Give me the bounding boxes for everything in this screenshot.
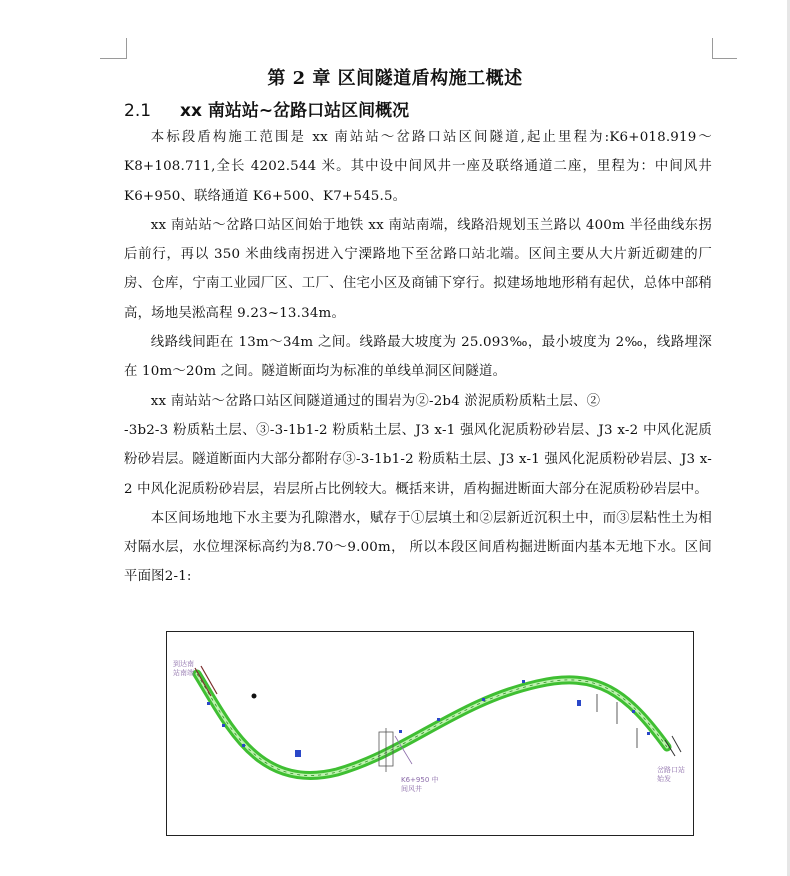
tunnel-line-outer: [197, 674, 667, 776]
chapter-title: 第 2 章 区间隧道盾构施工概述: [267, 68, 523, 89]
section-number: 2.1: [124, 101, 152, 121]
section-title: xx 南站站~岔路口站区间概况: [180, 101, 410, 121]
survey-point: [252, 694, 257, 699]
crop-mark-top-left: [100, 38, 127, 59]
paragraph-continuation: -3b2-3 粉质粘土层、③-3-1b1-2 粉质粘土层、J3 x-1 强风化泥质粉砂岩层、J3 x-2 中风化泥质粉砂岩层。隧道断面内大部分都附存③-3-1b1-2 粉质粘土层、J3 x-1 强风化泥质粉砂岩层、J3 x-2 中风化泥质粉砂岩层，岩层所占比例较大。概括来讲，盾构掘进断面大部分在泥质粉砂岩层中。: [124, 422, 712, 497]
paragraph: 本区间场地地下水主要为孔隙潜水，赋存于①层填土和②层新近沉积土中，而③层粘性土为相对隔水层，水位埋深标高约为8.70～9.00m， 所以本段区间盾构掘进断面内基本无地下水。区间平面图2-1:: [124, 510, 712, 585]
station-markers: [207, 680, 650, 757]
paragraph: xx 南站站～岔路口站区间始于地铁 xx 南站南端，线路沿规划玉兰路以 400m 半径曲线东拐后前行，再以 350 米曲线南拐进入宁溧路地下至岔路口站北端。区间主要从大片新近砌建的厂房、仓库，宁南工业园厂区、工厂、住宅小区及商铺下穿行。拟建场地地形稍有起伏，总体中部稍高，场地吴淞高程 9.23~13.34m。: [124, 217, 712, 321]
figure-label-left: 到达南站南端: [173, 660, 194, 677]
body-text: [124, 123, 712, 592]
paragraph: xx 南站站～岔路口站区间隧道通过的围岩为②-2b4 淤泥质粉质粘土层、②: [150, 393, 601, 409]
section-heading: [124, 96, 409, 121]
figure-label-mid: K6+950 中间风井: [401, 776, 439, 793]
route-plan-drawing: [167, 632, 695, 837]
route-plan-figure: [166, 631, 694, 836]
paragraph: 线路线间距在 13m～34m 之间。线路最大坡度为 25.093‰，最小坡度为 2‰，线路埋深在 10m～20m 之间。隧道断面均为标准的单线单洞区间隧道。: [124, 335, 712, 380]
paragraph: 本标段盾构施工范围是 xx 南站站～岔路口站区间隧道,起止里程为:K6+018.919～K8+108.711,全长 4202.544 米。其中设中间风井一座及联络通道二座，里程为：中间风井 K6+950、联络通道 K6+500、K7+545.5。: [124, 130, 712, 204]
figure-label-right: 岔路口站始发: [657, 766, 685, 783]
crop-mark-top-right: [712, 38, 737, 59]
